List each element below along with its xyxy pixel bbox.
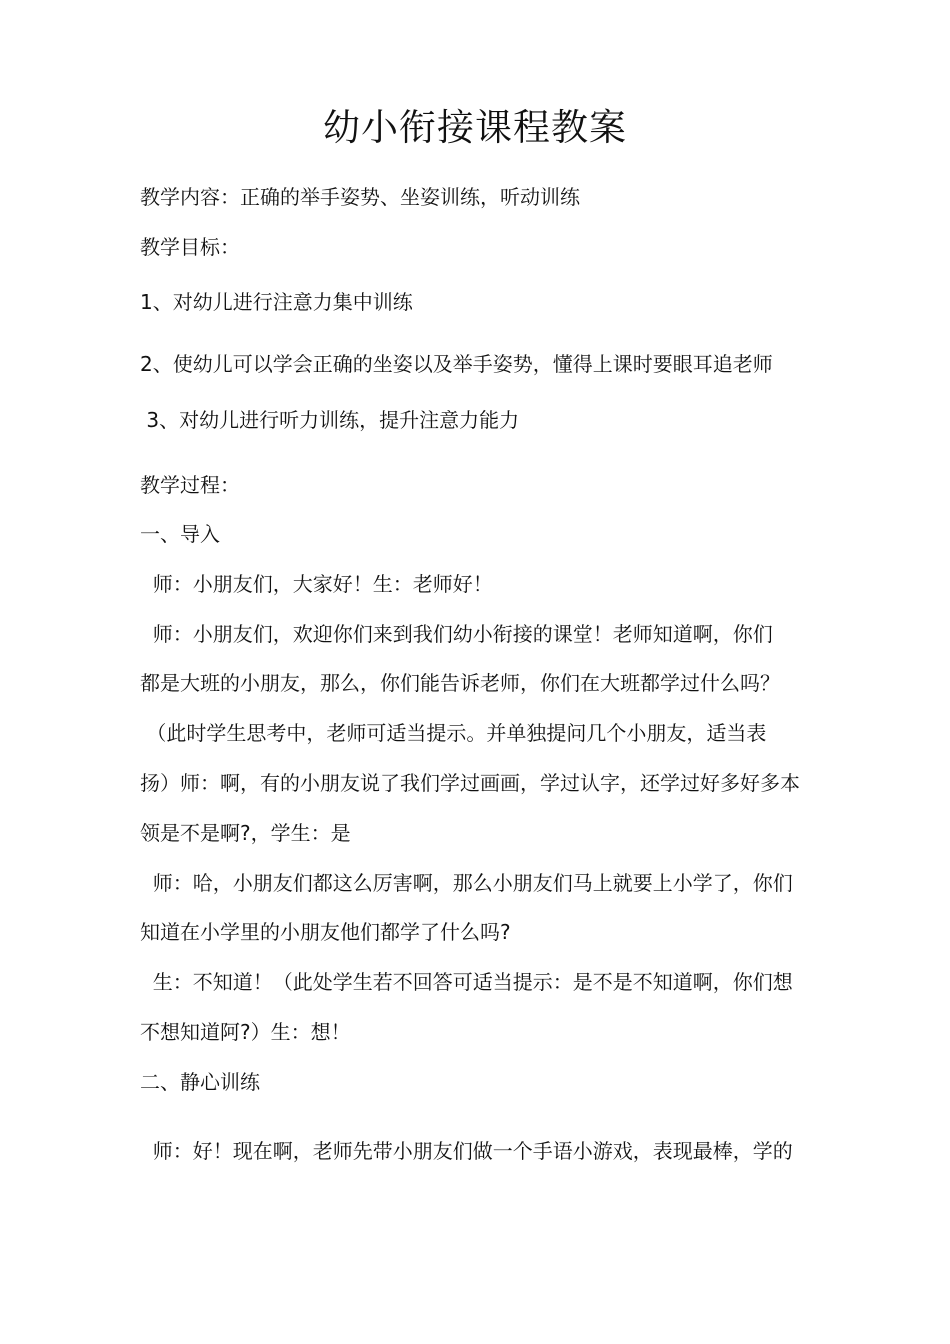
paragraph-line: （此时学生思考中，老师可适当提示。并单独提问几个小朋友，适当表 (140, 721, 767, 745)
teaching-process-heading: 教学过程： (140, 473, 240, 497)
paragraph-line: 师：好！现在啊，老师先带小朋友们做一个手语小游戏，表现最棒，学的 (140, 1139, 793, 1163)
paragraph-line: 领是不是啊?，学生：是 (140, 821, 351, 845)
goal-item-3: 3、对幼儿进行听力训练，提升注意力能力 (140, 408, 520, 432)
paragraph-line: 师：小朋友们，欢迎你们来到我们幼小衔接的课堂！老师知道啊，你们 (140, 622, 773, 646)
paragraph-line: 知道在小学里的小朋友他们都学了什么吗? (140, 920, 511, 944)
goal-item-2: 2、使幼儿可以学会正确的坐姿以及举手姿势，懂得上课时要眼耳追老师 (140, 352, 773, 376)
section-heading-intro: 一、导入 (140, 522, 220, 546)
teaching-goals-heading: 教学目标： (140, 235, 240, 259)
document-title: 幼小衔接课程教案 (323, 106, 627, 149)
paragraph-line: 师：小朋友们，大家好！生：老师好！ (140, 572, 493, 596)
paragraph-line: 都是大班的小朋友，那么，你们能告诉老师，你们在大班都学过什么吗？ (140, 671, 780, 695)
section-heading-calm-training: 二、静心训练 (140, 1070, 260, 1094)
teaching-content-line: 教学内容：正确的举手姿势、坐姿训练，听动训练 (140, 185, 580, 209)
paragraph-line: 扬）师：啊，有的小朋友说了我们学过画画，学过认字，还学过好多好多本 (140, 771, 800, 795)
goal-item-1: 1、对幼儿进行注意力集中训练 (140, 290, 413, 314)
paragraph-line: 师：哈，小朋友们都这么厉害啊，那么小朋友们马上就要上小学了，你们 (140, 871, 793, 895)
paragraph-line: 生：不知道！（此处学生若不回答可适当提示：是不是不知道啊，你们想 (140, 970, 793, 994)
paragraph-line: 不想知道阿?）生：想！ (140, 1020, 351, 1044)
